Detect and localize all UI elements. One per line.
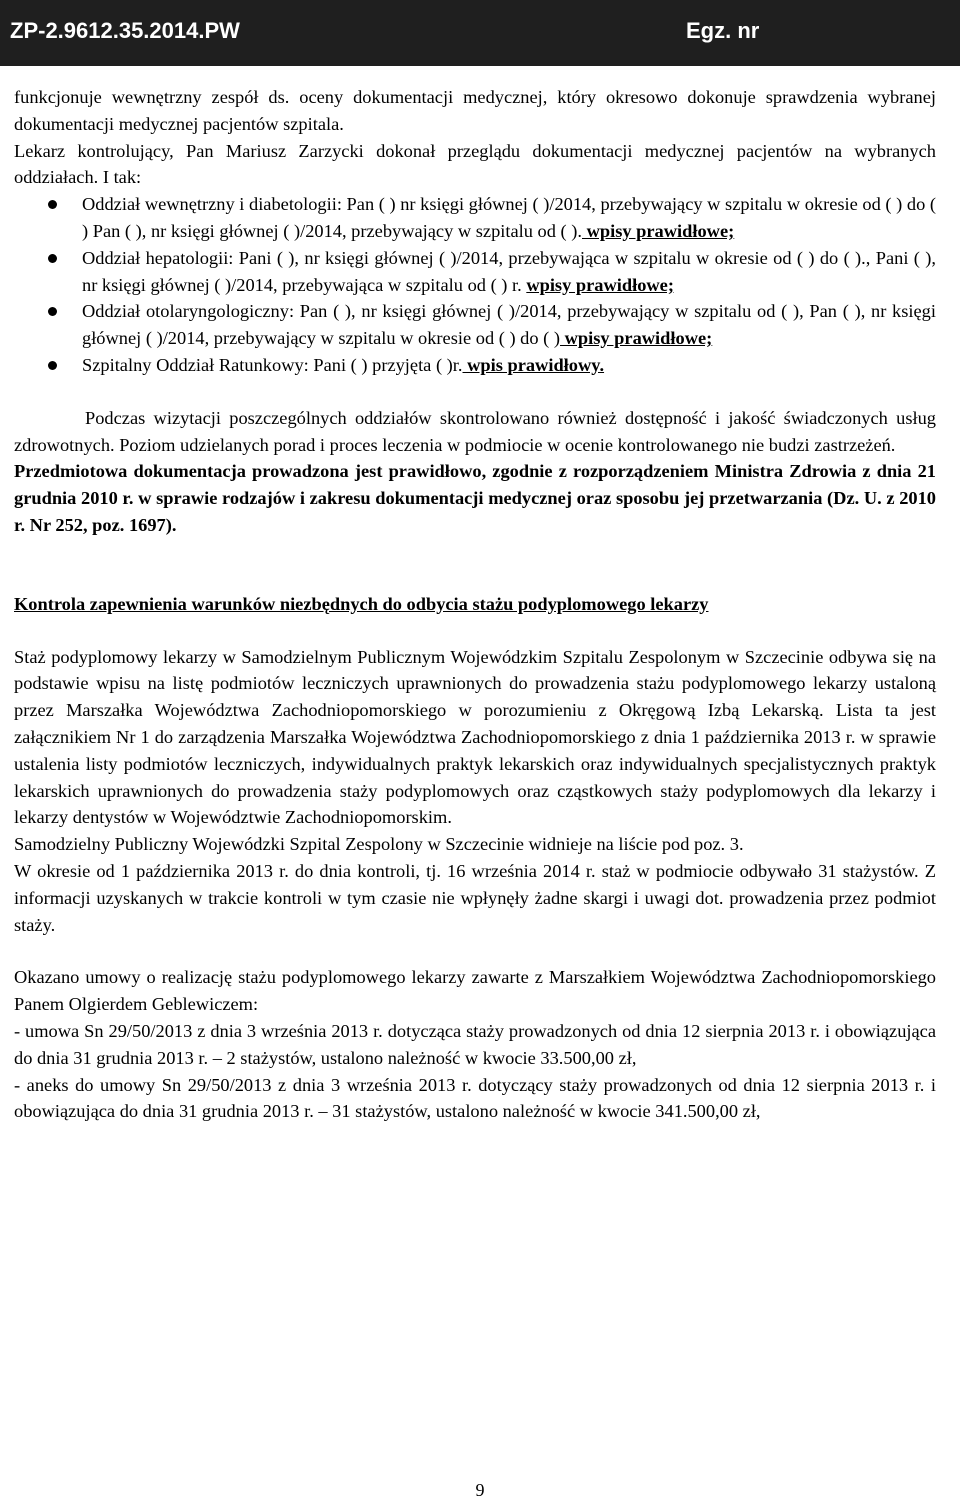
department-entry-text: Oddział hepatologii: Pani ( ), nr księgi głównej ( )/2014, przebywająca w szpitalu w okresie od ( ) do ( )., Pani ( ), nr księgi głównej ( )/2014, przebywająca w szpitalu od ( ) r. — [82, 247, 936, 295]
section-title: Kontrola zapewnienia warunków niezbędnych do odbycia stażu podyplomowego lekarzy — [14, 593, 709, 614]
department-entry-text: Oddział otolaryngologiczny: Pan ( ), nr księgi głównej ( )/2014, przebywający w szpitalu od ( ), Pan ( ), nr księgi głównej ( )/2014, przebywający w szpitalu w okresie od ( ) do ( ) — [82, 301, 936, 349]
department-entry-text: Szpitalny Oddział Ratunkowy: Pani ( ) przyjęta ( )r. — [82, 354, 463, 375]
review-result: wpisy prawidłowe; — [560, 328, 713, 349]
list-item — [14, 298, 936, 352]
document-header — [0, 0, 960, 66]
contract-item-1: - umowa Sn 29/50/2013 z dnia 3 września 2013 r. dotycząca staży prowadzonych od dnia 12 sierpnia 2013 r. i obowiązująca do dnia 31 grudnia 2013 r. – 2 stażystów, ustalono należność w kwocie 33.500,00 zł, — [14, 1020, 936, 1068]
department-entry-text: Oddział wewnętrzny i diabetologii: Pan ( ) nr księgi głównej ( )/2014, przebywający w szpitalu w okresie od ( ) do ( ) Pan ( ), nr księgi głównej ( )/2014, przebywający w szpitalu od ( ). — [82, 194, 936, 241]
internship-paragraph-2: Samodzielny Publiczny Wojewódzki Szpital Zespolony w Szczecinie widnieje na liście pod poz. 3. — [14, 834, 744, 855]
contract-item-2: - aneks do umowy Sn 29/50/2013 z dnia 3 września 2013 r. dotyczący staży prowadzonych od dnia 12 sierpnia 2013 r. i obowiązująca do dnia 31 grudnia 2013 r. – 31 stażystów, ustalono należność w kwocie 341.500,00 zł, — [14, 1074, 936, 1122]
review-result: wpisy prawidłowe; — [582, 220, 735, 241]
document-body — [14, 84, 936, 1125]
intro-paragraph-1: funkcjonuje wewnętrzny zespół ds. oceny dokumentacji medycznej, który okresowo dokonuje sprawdzenia wybranej dokumentacji medycznej pacjentów szpitala. — [14, 87, 936, 134]
review-result: wpisy prawidłowe; — [526, 274, 674, 295]
document-id: ZP-2.9612.35.2014.PW — [10, 18, 240, 43]
list-item — [14, 352, 936, 379]
internship-paragraph-1: Staż podyplomowy lekarzy w Samodzielnym Publicznym Wojewódzkim Szpitalu Zespolonym w Szczecinie odbywa się na podstawie wpisu na listę podmiotów leczniczych uprawnionych do prowadzenia stażu podyplomowego lekarzy ustaloną przez Marszałka Województwa Zachodniopomorskiego w porozumieniu z Okręgową Izbą Lekarską. Lista ta jest załącznikiem Nr 1 do zarządzenia Marszałka Województwa Zachodniopomorskiego z dnia 1 października 2013 r. w sprawie ustalenia listy podmiotów leczniczych, indywidualnych praktyk lekarskich oraz indywidualnych specjalistycznych praktyk lekarskich uprawnionych do prowadzenia staży podyplomowych oraz cząstkowych staży podyplomowych dla lekarzy i lekarzy dentystów w Województwie Zachodniopomorskim. — [14, 646, 936, 828]
visit-paragraph: Podczas wizytacji poszczególnych oddziałów skontrolowano również dostępność i jakość świadczonych usług zdrowotnych. Poziom udzielanych porad i proces leczenia w podmiocie w ocenie kontrolowanego nie budzi zastrzeżeń. — [14, 407, 936, 455]
review-result: wpis prawidłowy. — [462, 354, 605, 375]
list-item — [14, 191, 936, 245]
internship-paragraph-3: W okresie od 1 października 2013 r. do dnia kontroli, tj. 16 września 2014 r. staż w podmiocie odbywało 31 stażystów. Z informacji uzyskanych w trakcie kontroli w tym czasie nie wpłynęły żadne skargi i uwagi dot. prowadzenia przez podmiot staży. — [14, 860, 936, 935]
internship-paragraph-4: Okazano umowy o realizację stażu podyplomowego lekarzy zawarte z Marszałkiem Województwa Zachodniopomorskiego Panem Olgierdem Geblewiczem: — [14, 967, 936, 1015]
list-item — [14, 245, 936, 299]
conclusion-paragraph: Przedmiotowa dokumentacja prowadzona jest prawidłowo, zgodnie z rozporządzeniem Ministra Zdrowia z dnia 21 grudnia 2010 r. w sprawie rodzajów i zakresu dokumentacji medycznej oraz sposobu jej przetwarzania (Dz. U. z 2010 r. Nr 252, poz. 1697). — [14, 461, 936, 535]
intro-paragraph-2: Lekarz kontrolujący, Pan Mariusz Zarzycki dokonał przeglądu dokumentacji medycznej pacjentów na wybranych oddziałach. I tak: — [14, 140, 936, 188]
department-review-list — [14, 191, 936, 379]
page-number: 9 — [475, 1480, 485, 1500]
copy-number-label: Egz. nr — [686, 18, 760, 43]
